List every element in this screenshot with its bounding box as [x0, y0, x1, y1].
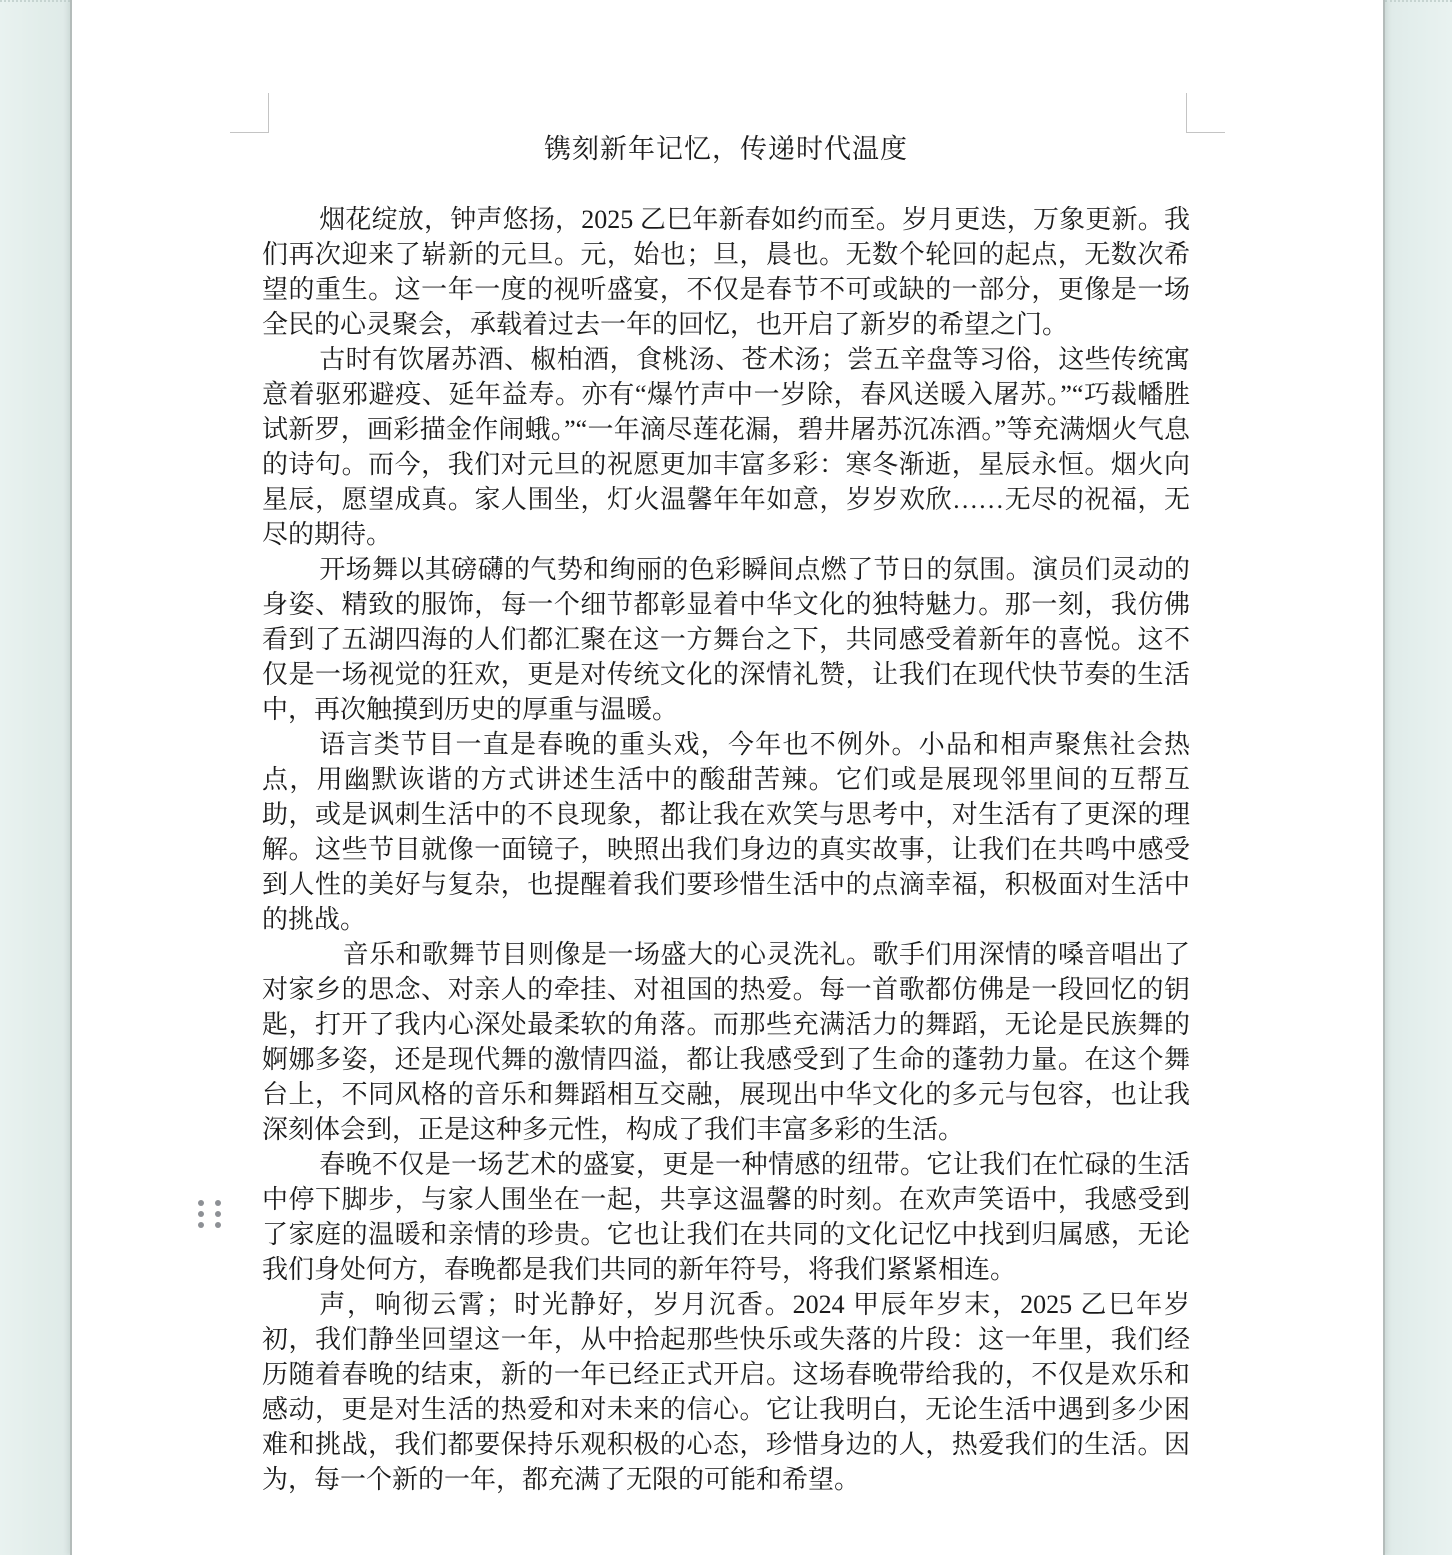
paragraph-2[interactable]: 古时有饮屠苏酒、椒柏酒，食桃汤、苍术汤；尝五辛盘等习俗，这些传统寓意着驱邪避疫、延年益寿。亦有“爆竹声中一岁除，春风送暖入屠苏。”“巧裁幡胜试新罗，画彩描金作闹蛾。”“一年滴尽莲花漏，碧井屠苏沉冻酒。”等充满烟火气息的诗句。而今，我们对元旦的祝愿更加丰富多彩：寒冬渐逝，星辰永恒。烟火向星辰，愿望成真。家人围坐，灯火温馨年年如意，岁岁欢欣……无尽的祝福，无尽的期待。: [262, 345, 1190, 549]
paragraph-4[interactable]: 语言类节目一直是春晚的重头戏，今年也不例外。小品和相声聚焦社会热点，用幽默诙谐的方式讲述生活中的酸甜苦辣。它们或是展现邻里间的互帮互助，或是讽刺生活中的不良现象，都让我在欢笑与思考中，对生活有了更深的理解。这些节目就像一面镜子，映照出我们身边的真实故事，让我们在共鸣中感受到人性的美好与复杂，也提醒着我们要珍惜生活中的点滴幸福，积极面对生活中的挑战。: [262, 730, 1190, 934]
text-boundary-corner-mark-right: [1186, 93, 1225, 133]
drag-dot: [198, 1222, 204, 1228]
drag-dot: [215, 1222, 221, 1228]
drag-dot: [215, 1200, 221, 1206]
paragraph-7[interactable]: 声，响彻云霄；时光静好，岁月沉香。2024 甲辰年岁末，2025 乙巳年岁初，我们静坐回望这一年，从中拾起那些快乐或失落的片段：这一年里，我们经历随着春晚的结束，新的一年已经正式开启。这场春晚带给我的，不仅是欢乐和感动，更是对生活的热爱和对未来的信心。它让我明白，无论生活中遇到多少困难和挑战，我们都要保持乐观积极的心态，珍惜身边的人，热爱我们的生活。因为，每一个新的一年，都充满了无限的可能和希望。: [262, 1290, 1190, 1494]
paragraph-5[interactable]: 音乐和歌舞节目则像是一场盛大的心灵洗礼。歌手们用深情的嗓音唱出了对家乡的思念、对亲人的牵挂、对祖国的热爱。每一首歌都仿佛是一段回忆的钥匙，打开了我内心深处最柔软的角落。而那些充满活力的舞蹈，无论是民族舞的婀娜多姿，还是现代舞的激情四溢，都让我感受到了生命的蓬勃力量。在这个舞台上，不同风格的音乐和舞蹈相互交融，展现出中华文化的多元与包容，也让我深刻体会到，正是这种多元性，构成了我们丰富多彩的生活。: [262, 940, 1190, 1144]
canvas-margin-right: [1385, 0, 1452, 1555]
drag-dot: [215, 1211, 221, 1217]
paragraph-1[interactable]: 烟花绽放，钟声悠扬，2025 乙巳年新春如约而至。岁月更迭，万象更新。我们再次迎来了崭新的元旦。元，始也；旦，晨也。无数个轮回的起点，无数次希望的重生。这一年一度的视听盛宴，不仅是春节不可或缺的一部分，更像是一场全民的心灵聚会，承载着过去一年的回忆，也开启了新岁的希望之门。: [262, 205, 1190, 339]
document-text-area[interactable]: [262, 132, 1190, 1497]
drag-dot: [198, 1211, 204, 1217]
paragraph-6[interactable]: 春晚不仅是一场艺术的盛宴，更是一种情感的纽带。它让我们在忙碌的生活中停下脚步，与家人围坐在一起，共享这温馨的时刻。在欢声笑语中，我感受到了家庭的温暖和亲情的珍贵。它也让我们在共同的文化记忆中找到归属感，无论我们身处何方，春晚都是我们共同的新年符号，将我们紧紧相连。: [262, 1150, 1190, 1284]
paragraph-drag-handle-icon[interactable]: [198, 1200, 221, 1228]
document-title: 镌刻新年记忆，传递时代温度: [544, 134, 908, 164]
canvas-margin-left: [0, 0, 70, 1555]
document-page[interactable]: [70, 0, 1385, 1555]
paragraph-3[interactable]: 开场舞以其磅礴的气势和绚丽的色彩瞬间点燃了节日的氛围。演员们灵动的身姿、精致的服饰，每一个细节都彰显着中华文化的独特魅力。那一刻，我仿佛看到了五湖四海的人们都汇聚在这一方舞台之下，共同感受着新年的喜悦。这不仅是一场视觉的狂欢，更是对传统文化的深情礼赞，让我们在现代快节奏的生活中，再次触摸到历史的厚重与温暖。: [262, 555, 1190, 724]
text-boundary-corner-mark-left: [230, 93, 269, 133]
drag-dot: [198, 1200, 204, 1206]
